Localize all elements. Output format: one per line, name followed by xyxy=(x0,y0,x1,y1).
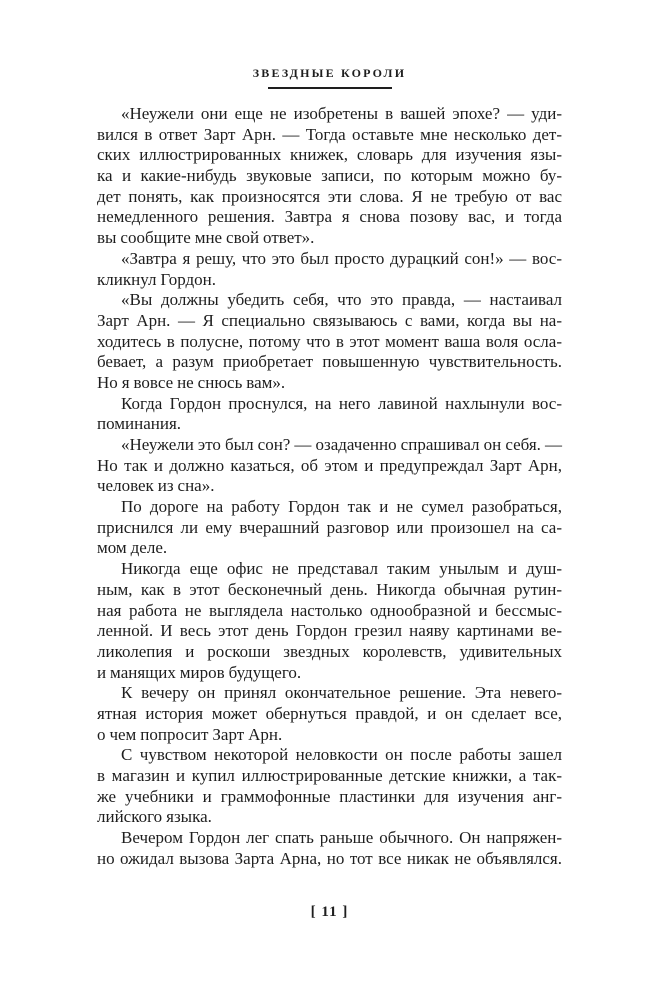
text-line: ным, как в этот бесконечный день. Никогда обычная рутин- xyxy=(97,579,562,599)
text-line: ная работа не выглядела настолько однообразной и бессмыс- xyxy=(97,600,562,620)
header-rule xyxy=(268,87,392,89)
text-line: лийского языка. xyxy=(97,807,212,827)
text-line: Но так и должно казаться, об этом и предупреждал Зарт Арн, xyxy=(97,455,562,475)
text-line: о чем попросит Зарт Арн. xyxy=(97,724,283,744)
text-line: вы сообщите мне свой ответ». xyxy=(97,228,315,248)
text-line: немедленного решения. Завтра я снова позову вас, и тогда xyxy=(97,207,562,227)
text-line: мом деле. xyxy=(97,538,168,558)
text-line: «Неужели это был сон? — озадаченно спрашивал он себя. — xyxy=(121,435,562,454)
text-line: С чувством некоторой неловкости он после работы зашел xyxy=(121,745,562,765)
text-line: приснился ли ему вчерашний разговор или произошел на са- xyxy=(97,517,562,537)
page-number: [ 11 ] xyxy=(310,904,349,920)
text-line: «Вы должны убедить себя, что это правда, — настаивал xyxy=(121,290,562,310)
text-line: вился в ответ Зарт Арн. — Тогда оставьте мне несколько дет- xyxy=(97,124,562,144)
text-line: К вечеру он принял окончательное решение. Эта невero- xyxy=(121,683,562,703)
text-line: в магазин и купил иллюстрированные детские книжки, а так- xyxy=(97,766,562,785)
text-line: ликолепия и роскоши звездных королевств, удивительных xyxy=(97,641,562,661)
text-line: ка и какие-нибудь звуковые записи, по которым можно бу- xyxy=(97,166,562,186)
text-line: Никогда еще офис не представал таким унылым и душ- xyxy=(121,559,562,579)
text-line: Но я вовсе не снюсь вам». xyxy=(97,372,286,392)
text-line: человек из сна». xyxy=(97,476,215,496)
text-line: но ожидал вызова Зарта Арна, но тот все никак не объявлялся. xyxy=(97,848,562,868)
text-line: поминания. xyxy=(97,414,182,434)
text-line: Вечером Гордон лег спать раньше обычного. Он напряжен- xyxy=(121,828,562,848)
text-line: бевает, а разум приобретает повышенную чувствительность. xyxy=(97,352,562,372)
text-line: По дороге на работу Гордон так и не сумел разобраться, xyxy=(121,497,562,517)
text-line: ятная история может обернуться правдой, и он сделает все, xyxy=(97,703,562,723)
text-line: «Завтра я решу, что это был просто дурацкий сон!» — вос- xyxy=(121,248,562,268)
text-line: ских иллюстрированных книжек, словарь для изучения язы- xyxy=(97,145,562,165)
text-line: дет понять, как произносятся эти слова. Я не требую от вас xyxy=(97,186,562,206)
body-text xyxy=(97,104,562,869)
text-line: Когда Гордон проснулся, на него лавиной нахлынули вос- xyxy=(121,393,562,413)
text-line: же учебники и граммофонные пластинки для изучения анг- xyxy=(97,786,562,806)
text-line: ленной. И весь этот день Гордон грезил наяву картинами ве- xyxy=(97,621,562,641)
text-line: и манящих миров будущего. xyxy=(97,662,302,682)
text-line: «Неужели они еще не изобретены в вашей эпохе? — уди- xyxy=(121,104,562,123)
text-line: ходитесь в полусне, потому что в этот момент ваша воля осла- xyxy=(97,331,562,351)
text-line: кликнул Гордон. xyxy=(97,269,216,289)
text-line: Зарт Арн. — Я специально связываюсь с вами, когда вы на- xyxy=(97,310,562,330)
running-header: ЗВЕЗДНЫЕ КОРОЛИ xyxy=(252,66,407,80)
